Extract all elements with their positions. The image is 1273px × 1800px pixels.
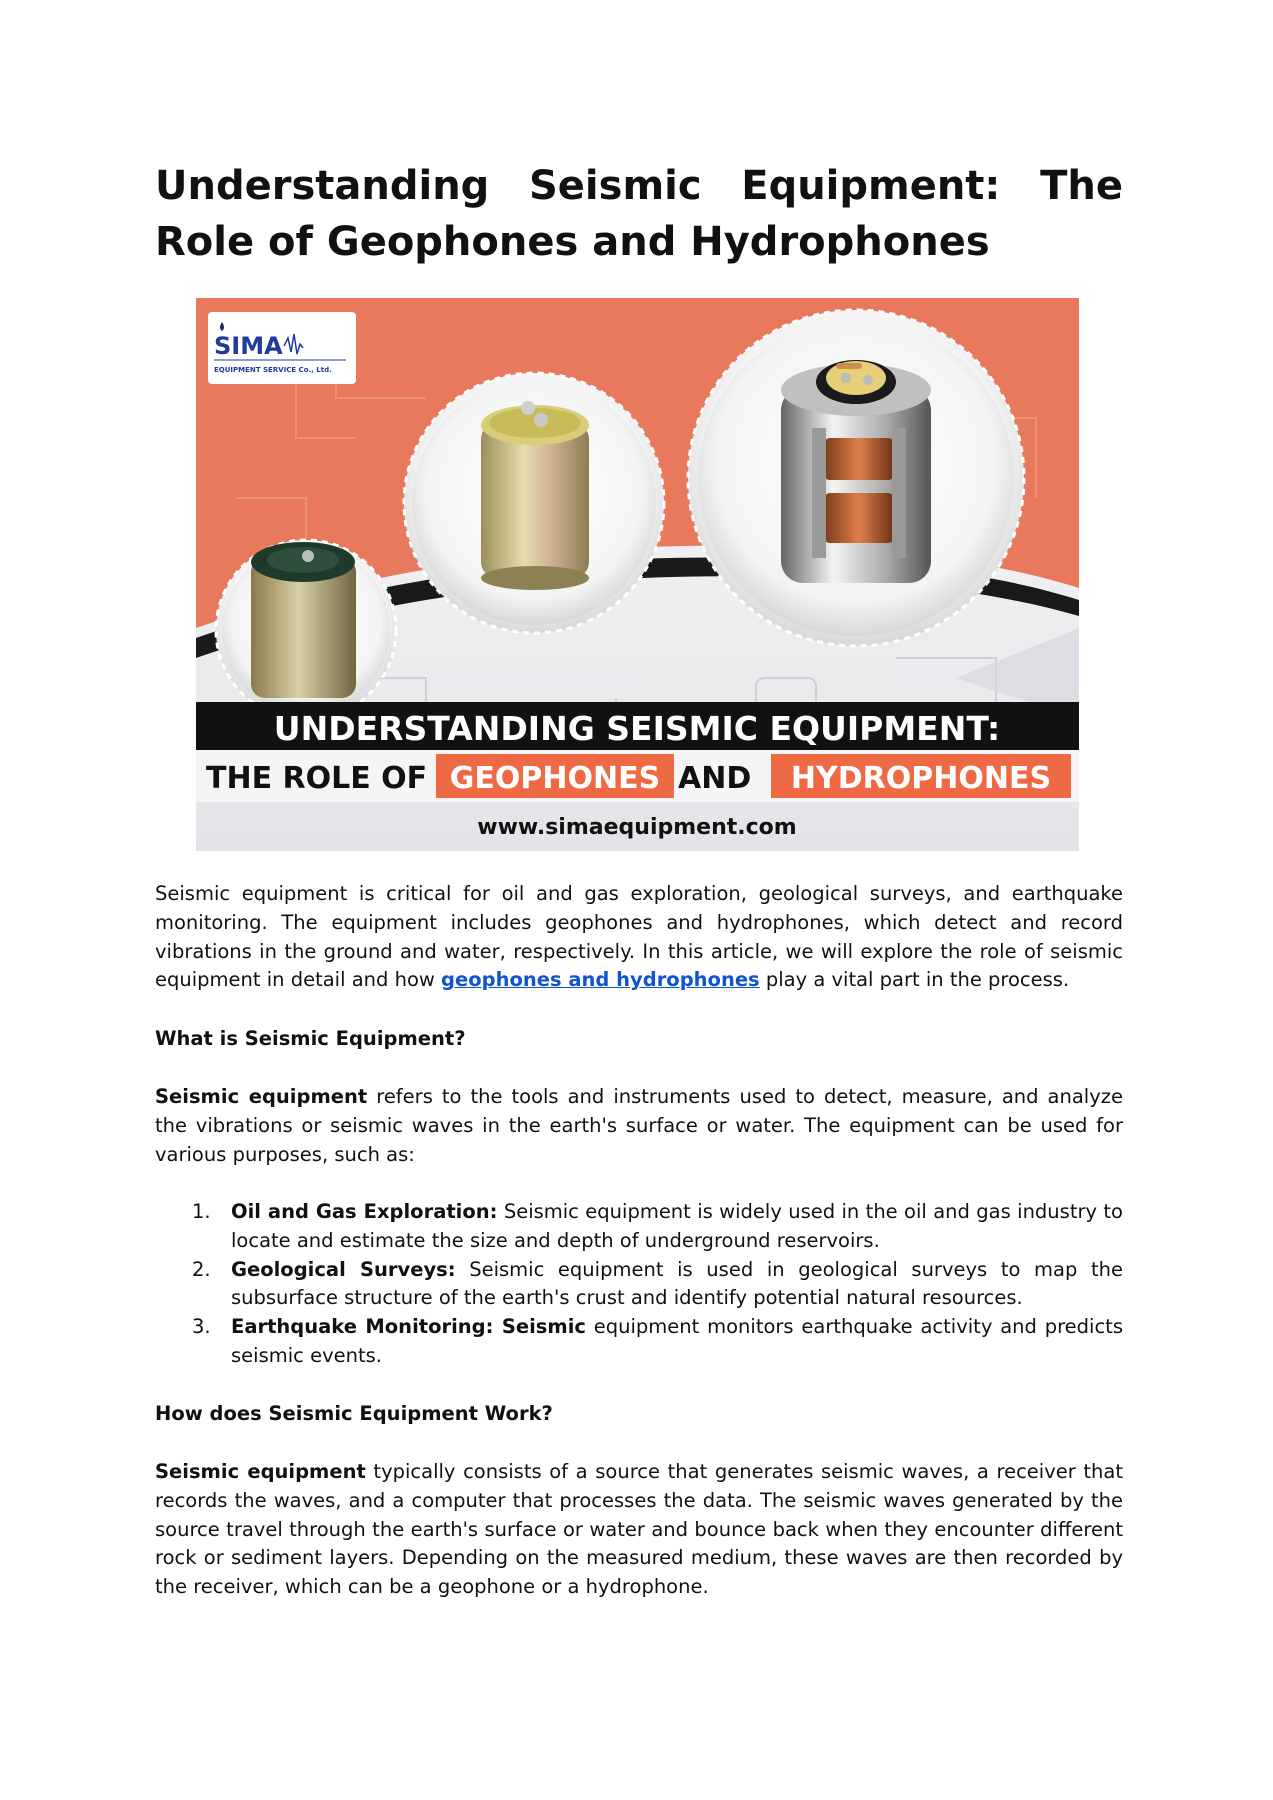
svg-text:SIMA: SIMA [214,332,283,360]
geophone-right [781,360,931,583]
svg-text:AND: AND [678,761,752,796]
page-title: Understanding Seismic Equipment: The Role of Geophones and Hydrophones [155,163,1123,265]
geophone-left [251,542,356,698]
section-heading-how: How does Seismic Equipment Work? [155,1402,553,1425]
banner-image [196,298,1079,851]
intro-paragraph: Seismic equipment is critical for oil and gas exploration, geological surveys, and earthquake monitoring. The equipment includes geophones and hydrophones, which detect and record vibrations in the ground and water, respectively. In this article, we will explore the role of seismic equipment in detail and how geophones and hydrophones play a vital part in the process. [155,882,1123,992]
geophone-middle [481,401,589,590]
section-paragraph-how: Seismic equipment typically consists of a source that generates seismic waves, a receiver that records the waves, and a computer that processes the data. The seismic waves generated by the source travel through the earth's surface or water and bounce back when they encounter different rock or sediment layers. Depending on the measured medium, these waves are then recorded by the receiver, which can be a geophone or a hydrophone. [155,1460,1123,1599]
logo [208,312,356,384]
svg-text:THE ROLE OF: THE ROLE OF [206,761,428,796]
list-item: 1. Oil and Gas Exploration: Seismic equipment is widely used in the oil and gas industry to locate and estimate the size and depth of underground reservoirs. [192,1200,1123,1252]
svg-text:EQUIPMENT SERVICE Co., Ltd.: EQUIPMENT SERVICE Co., Ltd. [214,366,332,374]
purposes-list [155,1198,1123,1371]
geophones-hydrophones-link[interactable]: geophones and hydrophones [441,968,760,992]
list-item: 2. Geological Surveys: Seismic equipment is used in geological surveys to map the subsurface structure of the earth's crust and identify potential natural resources. [192,1257,1123,1310]
section-heading-what: What is Seismic Equipment? [155,1027,466,1050]
banner-headline-1: UNDERSTANDING SEISMIC EQUIPMENT: [273,709,1001,748]
banner-url: www.simaequipment.com [477,815,797,840]
section-paragraph-what: Seismic equipment refers to the tools and instruments used to detect, measure, and analyze the vibrations or seismic waves in the earth's surface or water. The equipment can be used for various purposes, such as: [155,1085,1123,1166]
list-item: 3. Earthquake Monitoring: Seismic equipment monitors earthquake activity and predicts seismic events. [192,1315,1123,1367]
svg-text:GEOPHONES: GEOPHONES [449,761,661,796]
svg-text:HYDROPHONES: HYDROPHONES [790,761,1052,796]
